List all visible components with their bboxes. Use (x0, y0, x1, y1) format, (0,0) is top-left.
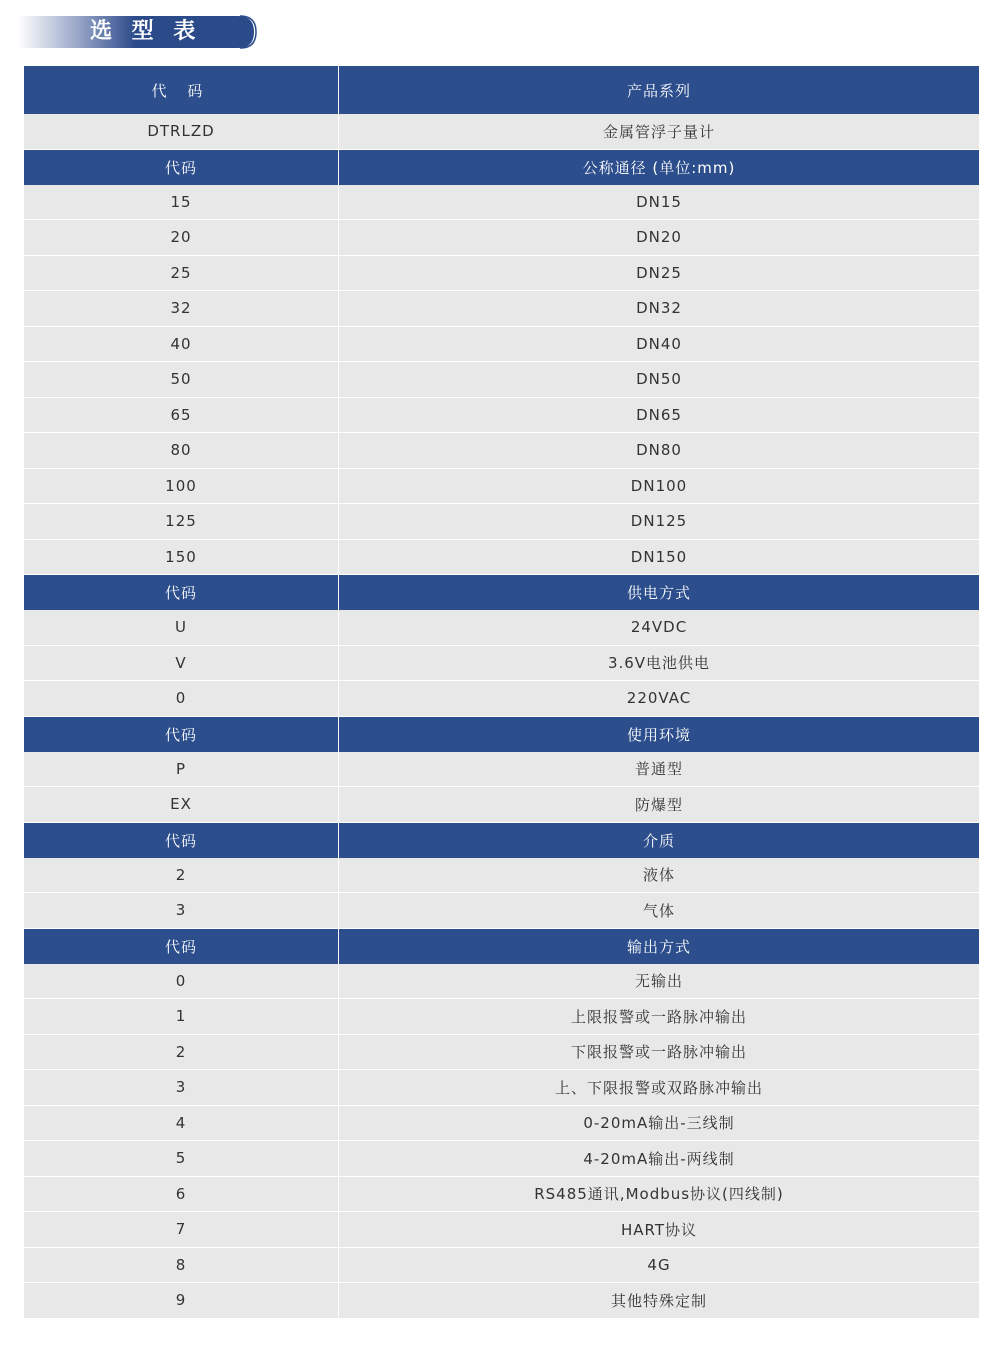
table-row (24, 433, 979, 469)
desc-cell: DN80 (636, 441, 682, 460)
header-desc-cell: 输出方式 (626, 937, 691, 956)
desc-cell: DN65 (636, 405, 682, 424)
code-cell: 65 (24, 398, 339, 433)
desc-cell: 下限报警或一路脉冲输出 (570, 1043, 747, 1062)
table-row (24, 1141, 979, 1177)
desc-cell: 4G (647, 1255, 671, 1274)
code-cell: 20 (24, 220, 339, 255)
header-desc-cell: 供电方式 (626, 584, 691, 602)
section-header-row (24, 150, 979, 185)
table-row (24, 504, 979, 540)
table-row (24, 1212, 979, 1248)
table-row (24, 1106, 979, 1142)
table-row (24, 540, 979, 576)
table-row (24, 1248, 979, 1284)
desc-cell: DN25 (636, 263, 682, 282)
table-row (24, 610, 979, 646)
code-cell: 7 (24, 1212, 339, 1247)
code-cell: 3 (24, 1070, 339, 1105)
code-cell: 8 (24, 1248, 339, 1283)
header-desc-cell: 介质 (642, 831, 675, 850)
desc-cell: 上限报警或一路脉冲输出 (570, 1007, 747, 1026)
desc-cell: 防爆型 (634, 795, 683, 814)
section-title-tab (18, 15, 256, 49)
table-row (24, 1283, 979, 1319)
table-row (24, 681, 979, 717)
code-cell: 25 (24, 256, 339, 291)
table-row (24, 858, 979, 894)
desc-cell: RS485通讯,Modbus协议(四线制) (534, 1185, 784, 1204)
code-cell: U (24, 610, 339, 645)
desc-cell: DN150 (630, 547, 688, 566)
desc-cell: 0-20mA输出-三线制 (583, 1114, 735, 1133)
section-header-row (24, 66, 979, 114)
code-cell: 9 (24, 1283, 339, 1318)
code-cell: 50 (24, 362, 339, 397)
desc-cell: DN50 (636, 370, 682, 389)
header-desc-cell: 公称通径 (单位:mm) (582, 158, 736, 177)
desc-cell: 其他特殊定制 (610, 1291, 707, 1310)
desc-cell: HART协议 (620, 1220, 698, 1239)
desc-cell: 液体 (642, 866, 675, 885)
code-cell: 32 (24, 291, 339, 326)
header-desc-cell: 产品系列 (626, 81, 691, 100)
table-row (24, 185, 979, 221)
header-desc-cell: 使用环境 (626, 725, 691, 744)
code-cell: 2 (24, 858, 339, 893)
desc-cell: 金属管浮子量计 (602, 122, 715, 141)
desc-cell: 220VAC (626, 689, 692, 708)
table-row (24, 469, 979, 505)
desc-cell: DN125 (630, 512, 688, 531)
page-title: 选 型 表 (90, 19, 202, 44)
header-code-cell: 代 码 (24, 66, 339, 114)
desc-cell: DN15 (636, 192, 682, 211)
table-row (24, 1070, 979, 1106)
desc-cell: 气体 (642, 901, 675, 920)
table-row (24, 787, 979, 823)
table-row (24, 398, 979, 434)
section-header-row (24, 929, 979, 964)
table-row (24, 256, 979, 292)
header-code-cell: 代码 (24, 150, 339, 185)
code-cell: EX (24, 787, 339, 822)
table-row (24, 1177, 979, 1213)
table-row (24, 362, 979, 398)
table-row (24, 893, 979, 929)
table-row (24, 646, 979, 682)
code-cell: V (24, 646, 339, 681)
desc-cell: 24VDC (630, 618, 688, 637)
header-code-cell: 代码 (24, 575, 339, 610)
header-code-cell: 代码 (24, 823, 339, 858)
desc-cell: DN20 (636, 228, 682, 247)
code-cell: 0 (24, 681, 339, 716)
code-cell: 3 (24, 893, 339, 928)
table-row (24, 1035, 979, 1071)
code-cell: 6 (24, 1177, 339, 1212)
desc-cell: 3.6V电池供电 (607, 654, 711, 673)
desc-cell: 上、下限报警或双路脉冲输出 (554, 1078, 763, 1097)
code-cell: 0 (24, 964, 339, 999)
desc-cell: 普通型 (634, 760, 683, 779)
desc-cell: DN100 (630, 476, 688, 495)
table-row (24, 999, 979, 1035)
table-row (24, 964, 979, 1000)
selection-table (24, 66, 979, 1319)
desc-cell: DN32 (636, 299, 682, 318)
code-cell: 80 (24, 433, 339, 468)
section-header-row (24, 823, 979, 858)
code-cell: 40 (24, 327, 339, 362)
code-cell: 1 (24, 999, 339, 1034)
code-cell: 4 (24, 1106, 339, 1141)
desc-cell: 无输出 (634, 972, 683, 991)
code-cell: 125 (24, 504, 339, 539)
desc-cell: 4-20mA输出-两线制 (583, 1149, 735, 1168)
section-header-row (24, 575, 979, 610)
code-cell: 5 (24, 1141, 339, 1176)
code-cell: 15 (24, 185, 339, 220)
code-cell: 2 (24, 1035, 339, 1070)
code-cell: 100 (24, 469, 339, 504)
table-row (24, 220, 979, 256)
code-cell: 150 (24, 540, 339, 575)
header-code-cell: 代码 (24, 717, 339, 752)
table-row (24, 114, 979, 150)
table-row (24, 291, 979, 327)
code-cell: DTRLZD (24, 114, 339, 149)
header-code-cell: 代码 (24, 929, 339, 964)
table-row (24, 752, 979, 788)
table-row (24, 327, 979, 363)
desc-cell: DN40 (636, 334, 682, 353)
section-header-row (24, 717, 979, 752)
code-cell: P (24, 752, 339, 787)
